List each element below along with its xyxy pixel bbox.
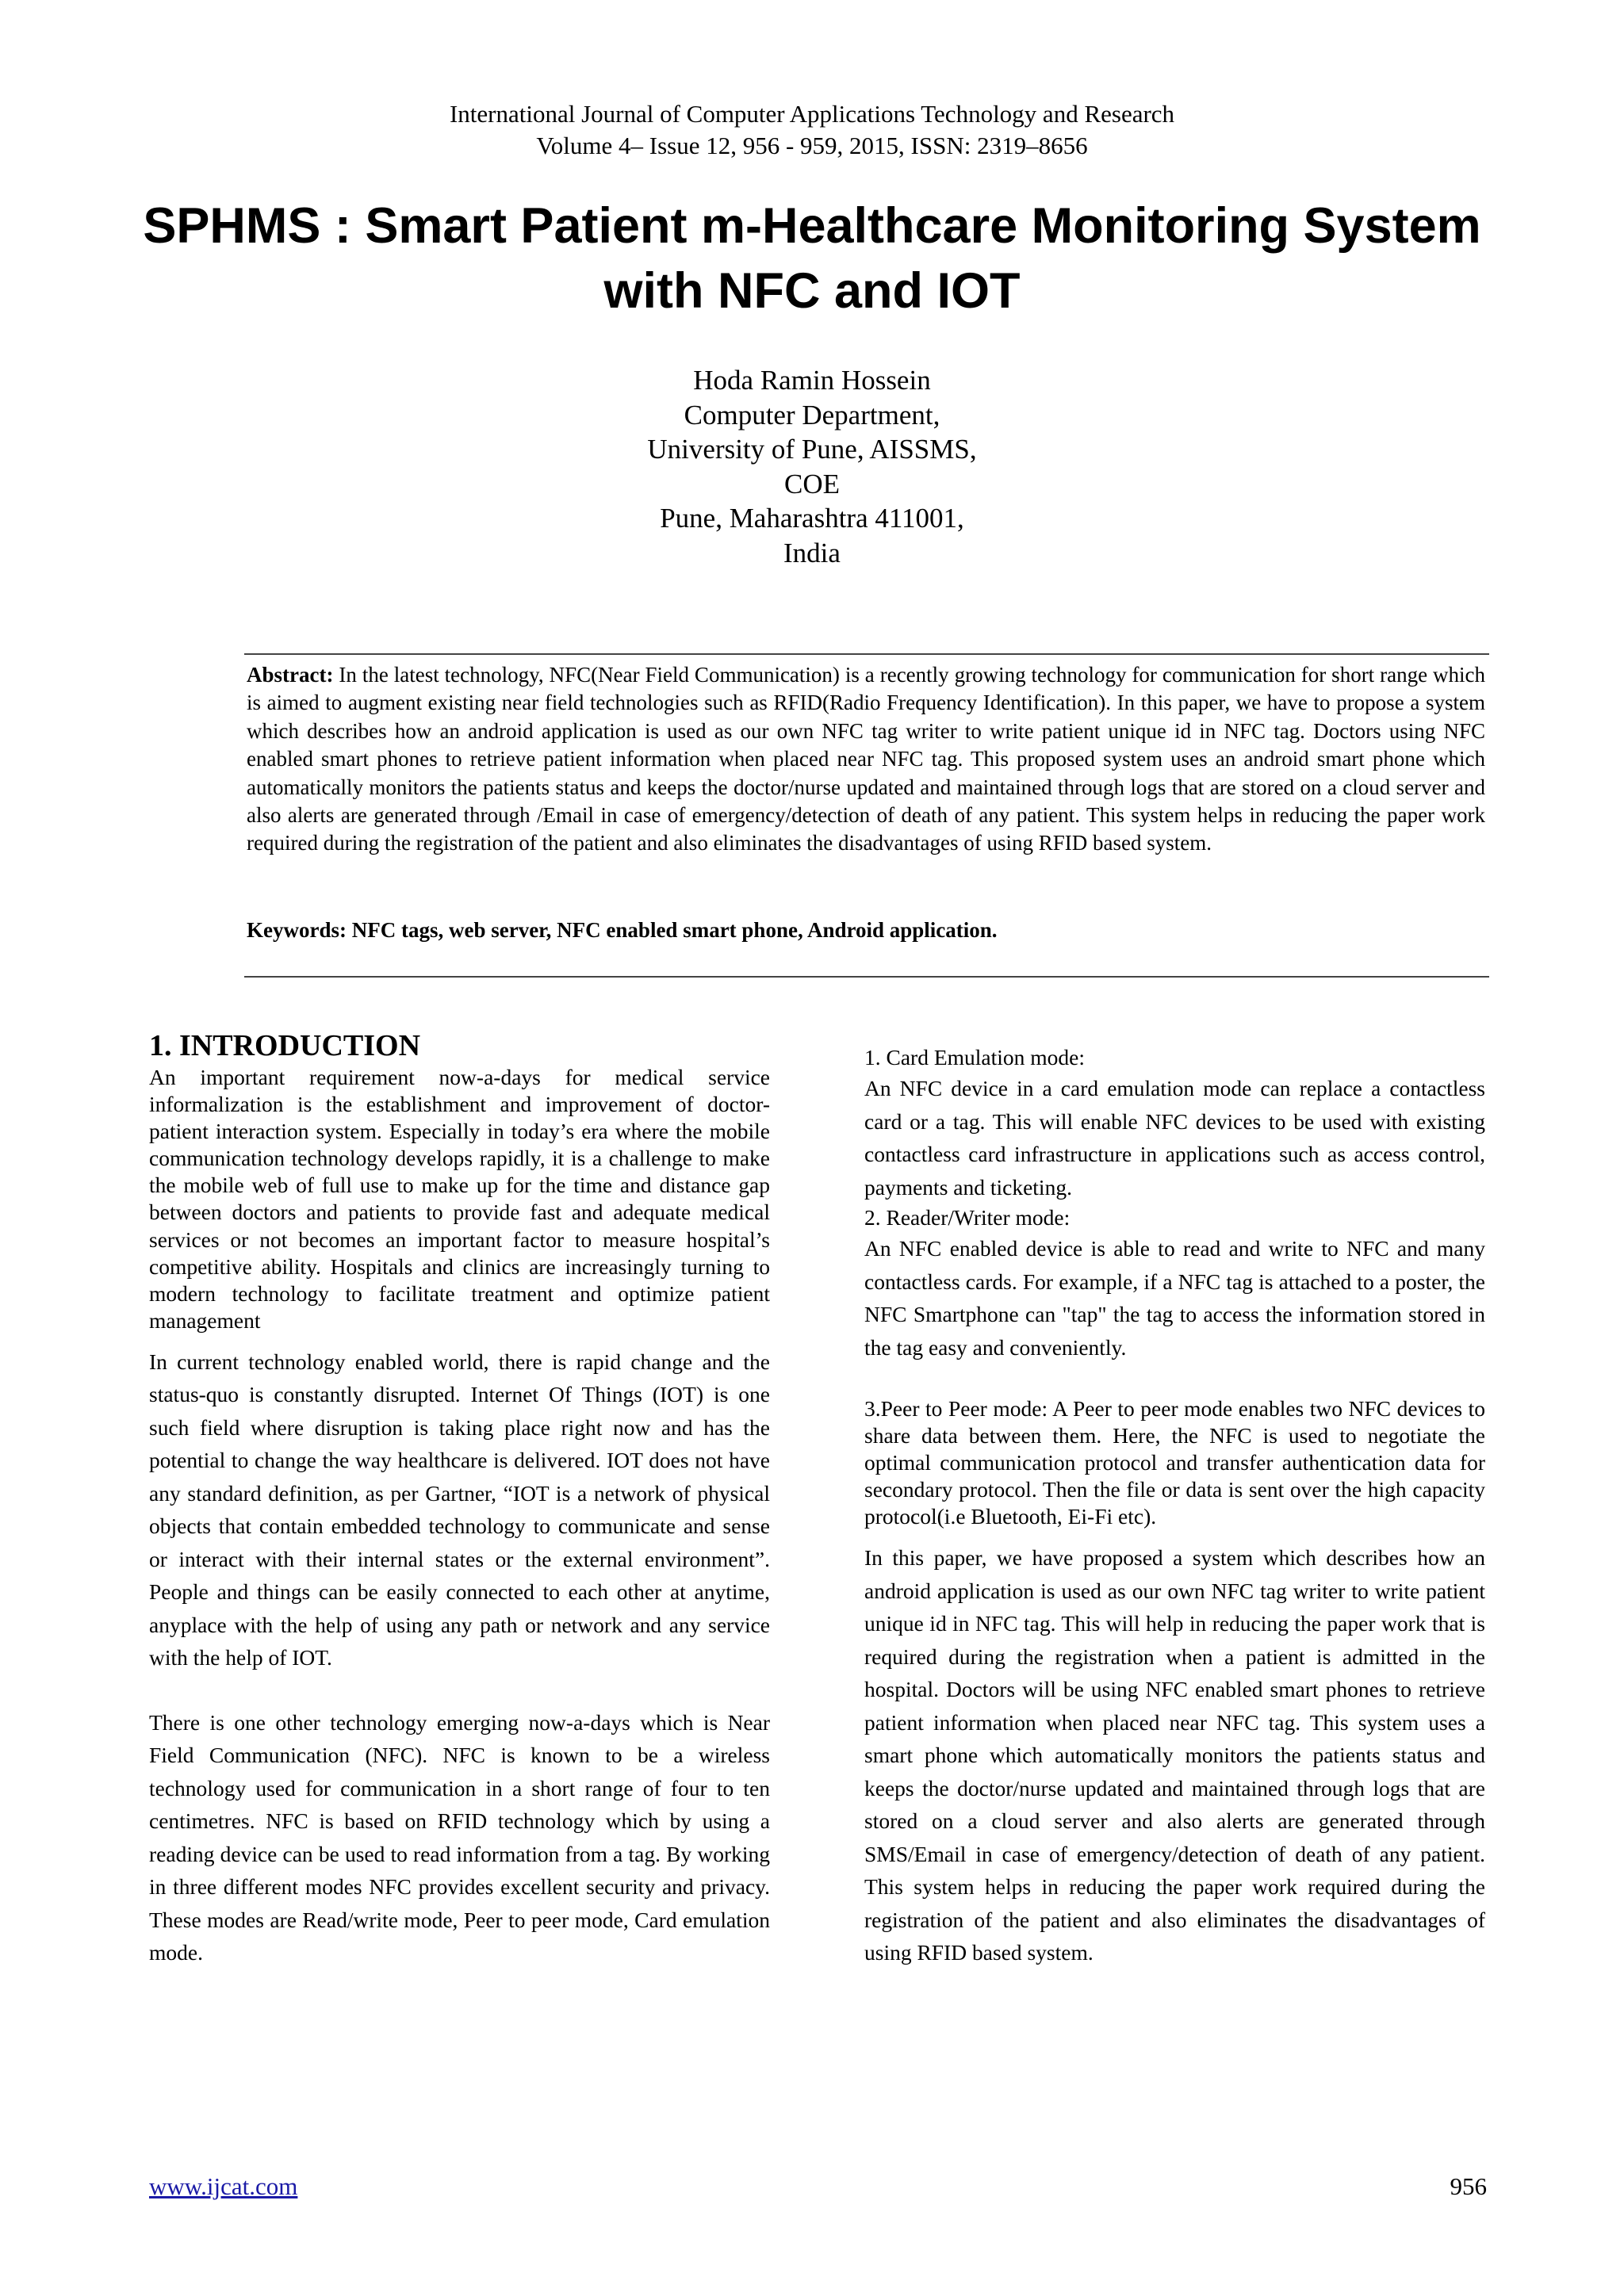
journal-name: International Journal of Computer Applications Technology and Research	[449, 100, 1175, 128]
author-city: Pune, Maharashtra 411001,	[660, 503, 964, 534]
author-department: Computer Department,	[684, 399, 940, 430]
journal-volume-info: Volume 4– Issue 12, 956 - 959, 2015, ISSN: 2319–8656	[536, 132, 1088, 159]
paper-title-line2: with NFC and IOT	[603, 263, 1021, 319]
author-university: University of Pune, AISSMS,	[647, 434, 977, 465]
intro-paragraph-2: In current technology enabled world, there is rapid change and the status-quo is constantly disrupted. Internet Of Things (IOT) is one such field where disruption is taking place right now and has the potential to change the way healthcare is delivered. IOT does not have any standard definition, as per Gartner, “IOT is a network of physical objects that contain embedded technology to communicate and sense or interact with their internal states or the external environment”. People and things can be easily connected to each other at anytime, anyplace with the help of using any path or network and any service with the help of IOT.	[149, 1349, 770, 1670]
journal-header	[0, 98, 1624, 162]
author-college: COE	[784, 468, 840, 499]
paper-title	[119, 193, 1505, 323]
reader-writer-text: An NFC enabled device is able to read and write to NFC and many contactless cards. For example, if a NFC tag is attached to a poster, the NFC Smartphone can "tap" the tag to access the information stored in the tag easy and conveniently.	[864, 1236, 1485, 1360]
paper-title-line1: SPHMS : Smart Patient m-Healthcare Monitoring System	[143, 198, 1481, 254]
proposed-system-paragraph: In this paper, we have proposed a system which describes how an android application is used as our own NFC tag writer to write patient unique id in NFC tag. This will help in reducing the paper work that is required during the registration when a patient is admitted in the hospital. Doctors will be using NFC enabled smart phones to retrieve patient information when placed near NFC tag. This system uses a smart phone which automatically monitors the patients status and keeps the doctor/nurse updated and maintained through logs that are stored on a cloud server and also alerts are generated through SMS/Email in case of emergency/detection of death of any patient. This system helps in reducing the paper work required during the registration of the patient and also eliminates the disadvantages of using RFID based system.	[864, 1545, 1485, 1965]
card-emulation-title: 1. Card Emulation mode:	[864, 1045, 1086, 1070]
abstract-label: Abstract:	[247, 663, 334, 687]
abstract-bottom-rule	[244, 976, 1489, 978]
abstract-top-rule	[244, 653, 1489, 655]
section-heading-introduction: 1. INTRODUCTION	[149, 1029, 421, 1062]
author-name: Hoda Ramin Hossein	[693, 365, 931, 396]
right-column	[864, 1043, 1485, 1969]
journal-website-link[interactable]: www.ijcat.com	[149, 2172, 298, 2200]
abstract-text: In the latest technology, NFC(Near Field Communication) is a recently growing technology for communication for short range which is aimed to augment existing near field technologies such as RFID(Radio Frequency Identification). In this paper, we have to propose a system which describes how an android application is used as our own NFC tag writer to write patient unique id in NFC tag. Doctors using NFC enabled smart phones to retrieve patient information when placed near NFC tag. This proposed system uses an android smart phone which automatically monitors the patients status and keeps the doctor/nurse updated and maintained through logs that are stored on a cloud server and also alerts are generated through /Email in case of emergency/detection of death of any patient. This system helps in reducing the paper work required during the registration of the patient and also eliminates the disadvantages of using RFID based system.	[247, 663, 1485, 855]
author-block	[0, 363, 1624, 570]
left-column	[149, 1029, 770, 1969]
card-emulation-text: An NFC device in a card emulation mode can replace a contactless card or a tag. This will enable NFC devices to be used with existing contactless card infrastructure in applications such as access control, payments and ticketing.	[864, 1076, 1485, 1200]
reader-writer-title: 2. Reader/Writer mode:	[864, 1205, 1071, 1230]
page-number: 956	[1450, 2172, 1487, 2200]
intro-paragraph-3: There is one other technology emerging now-a-days which is Near Field Communication (NFC). NFC is known to be a wireless technology used for communication in a short range of four to ten centimetres. NFC is based on RFID technology which by using a reading device can be used to read information from a tag. By working in three different modes NFC provides excellent security and privacy. These modes are Read/write mode, Peer to peer mode, Card emulation mode.	[149, 1709, 770, 1965]
intro-paragraph-1: An important requirement now-a-days for medical service informalization is the establishment and improvement of doctor-patient interaction system. Especially in today’s era where the mobile communication technology develops rapidly, it is a challenge to make the mobile web of full use to make up for the time and distance gap between doctors and patients to provide fast and adequate medical services or not becomes an important factor to measure hospital’s competitive ability. Hospitals and clinics are increasingly turning to modern technology to facilitate treatment and optimize patient management	[149, 1065, 770, 1333]
keywords: Keywords: NFC tags, web server, NFC enabled smart phone, Android application.	[247, 918, 998, 942]
peer-to-peer-text: 3.Peer to Peer mode: A Peer to peer mode enables two NFC devices to share data between them. Here, the NFC is used to negotiate the optimal communication protocol and transfer authentication data for secondary protocol. Then the file or data is sent over the high capacity protocol(i.e Bluetooth, Ei-Fi etc).	[864, 1396, 1485, 1529]
abstract	[247, 661, 1485, 858]
author-country: India	[783, 537, 841, 568]
